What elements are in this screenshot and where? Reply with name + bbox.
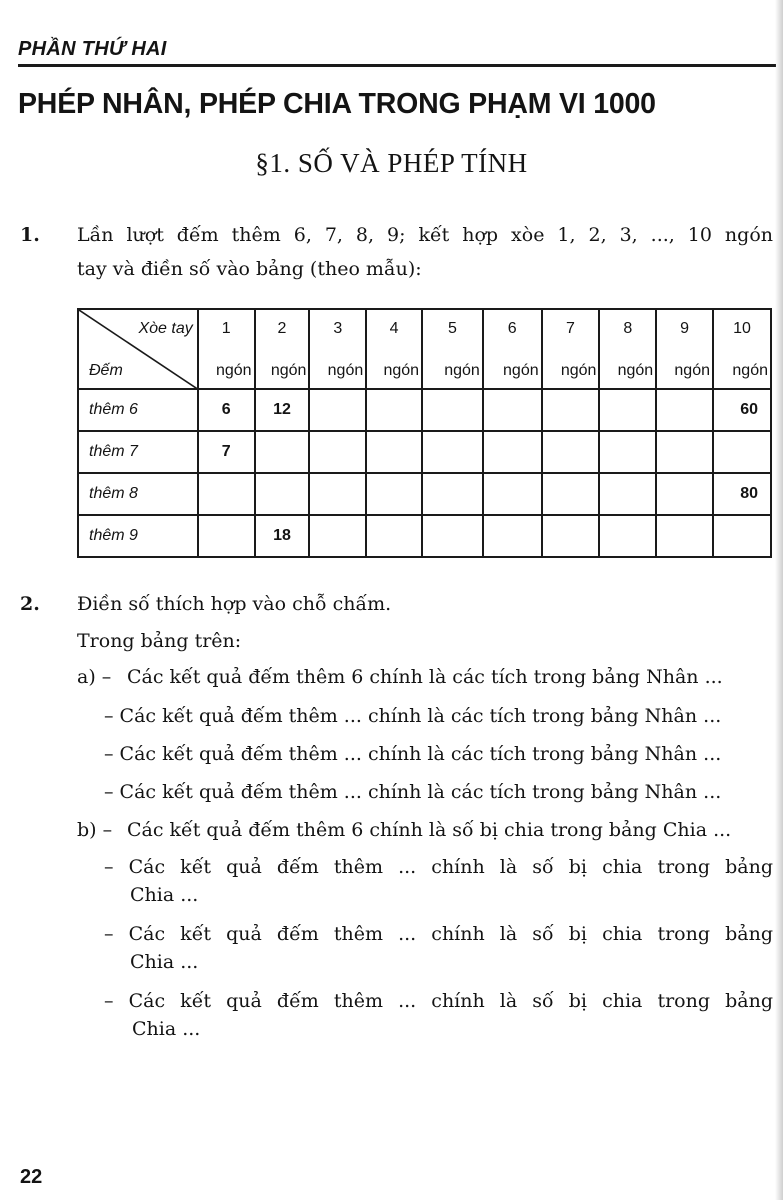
exercise-2-intro: Trong bảng trên: — [77, 630, 242, 652]
column-header — [599, 309, 656, 389]
column-unit: ngón — [560, 362, 597, 379]
exercise-2-number: 2. — [20, 593, 40, 615]
part-a-line: – Các kết quả đếm thêm ... chính là các tích trong bảng Nhân ... — [104, 781, 722, 803]
table-cell[interactable]: 7 — [198, 431, 255, 473]
column-unit: ngón — [327, 362, 364, 379]
table-cell[interactable] — [198, 473, 255, 515]
table-cell[interactable] — [366, 431, 422, 473]
page-number: 22 — [20, 1166, 43, 1188]
part-b-item-line-1: – Các kết quả đếm thêm ... chính là số bị chia trong bảng — [104, 990, 773, 1012]
table-cell[interactable] — [255, 431, 310, 473]
corner-header-cell — [78, 309, 198, 389]
table-cell[interactable] — [309, 515, 366, 557]
table-cell[interactable] — [422, 431, 483, 473]
table-cell[interactable] — [483, 389, 542, 431]
table-cell[interactable] — [713, 431, 771, 473]
table-row — [78, 389, 771, 431]
column-unit: ngón — [503, 362, 539, 379]
lesson-title: §1. SỐ VÀ PHÉP TÍNH — [255, 148, 528, 178]
table-cell[interactable] — [656, 515, 713, 557]
table-cell[interactable] — [309, 431, 366, 473]
table-cell[interactable] — [542, 515, 600, 557]
column-number: 8 — [623, 320, 633, 337]
table-cell[interactable] — [483, 431, 542, 473]
table-cell[interactable] — [599, 431, 656, 473]
column-header — [713, 309, 771, 389]
row-label: thêm 8 — [78, 473, 198, 515]
table-cell[interactable] — [366, 515, 422, 557]
corner-label-top: Xòe tay — [138, 320, 193, 337]
table-cell[interactable] — [422, 515, 483, 557]
exercise-1-line-2: tay và điền số vào bảng (theo mẫu): — [77, 258, 422, 280]
table-cell[interactable] — [422, 473, 483, 515]
part-a-line: Các kết quả đếm thêm 6 chính là các tích trong bảng Nhân ... — [127, 666, 723, 688]
part-b-label: b) – — [77, 819, 113, 841]
row-label: thêm 7 — [78, 431, 198, 473]
counting-table — [77, 308, 772, 558]
column-header — [422, 309, 483, 389]
table-cell[interactable] — [713, 515, 771, 557]
row-label: thêm 9 — [78, 515, 198, 557]
column-header — [255, 309, 310, 389]
part-a-label: a) – — [77, 666, 112, 688]
column-number: 5 — [447, 320, 457, 337]
column-header — [198, 309, 255, 389]
column-unit: ngón — [674, 362, 710, 379]
column-number: 7 — [566, 320, 575, 337]
table-cell[interactable] — [309, 473, 366, 515]
table-cell[interactable] — [255, 473, 310, 515]
row-label: thêm 6 — [78, 389, 198, 431]
corner-label-bottom: Đếm — [89, 362, 123, 379]
table-cell[interactable] — [198, 515, 255, 557]
table-cell[interactable] — [656, 389, 713, 431]
table-header-row — [78, 309, 771, 389]
column-unit: ngón — [270, 362, 307, 379]
table-cell[interactable] — [542, 431, 600, 473]
table-row — [78, 515, 771, 557]
table-cell[interactable]: 12 — [255, 389, 310, 431]
part-b-item-line-2: Chia ... — [130, 884, 199, 906]
column-number: 4 — [389, 320, 399, 337]
page-edge-shadow — [775, 0, 783, 1200]
column-number: 10 — [733, 320, 751, 337]
part-b-item-line-1: – Các kết quả đếm thêm ... chính là số bị chia trong bảng — [104, 856, 773, 878]
column-unit: ngón — [383, 362, 420, 379]
table-cell[interactable] — [483, 473, 542, 515]
part-b-line: Các kết quả đếm thêm 6 chính là số bị chia trong bảng Chia ... — [127, 819, 732, 841]
exercise-1-line-1: Lần lượt đếm thêm 6, 7, 8, 9; kết hợp xòe 1, 2, 3, ..., 10 ngón — [77, 224, 773, 246]
column-header — [656, 309, 713, 389]
table-cell[interactable] — [366, 473, 422, 515]
column-unit: ngón — [444, 362, 480, 379]
part-b-item-line-2: Chia ... — [130, 951, 199, 973]
table-cell[interactable] — [422, 389, 483, 431]
exercise-1-number: 1. — [20, 224, 40, 246]
table-cell[interactable] — [599, 515, 656, 557]
chapter-title: PHÉP NHÂN, PHÉP CHIA TRONG PHẠM VI 1000 — [18, 88, 656, 120]
column-header — [483, 309, 542, 389]
column-unit: ngón — [617, 362, 654, 379]
table-row — [78, 473, 771, 515]
table-cell[interactable]: 80 — [713, 473, 771, 515]
column-unit: ngón — [732, 362, 768, 379]
part-a-line: – Các kết quả đếm thêm ... chính là các tích trong bảng Nhân ... — [104, 705, 722, 727]
column-header — [309, 309, 366, 389]
column-number: 9 — [680, 320, 690, 337]
table-cell[interactable] — [542, 389, 600, 431]
part-b-item-line-1: – Các kết quả đếm thêm ... chính là số bị chia trong bảng — [104, 923, 773, 945]
table-cell[interactable] — [599, 389, 656, 431]
table-cell[interactable] — [309, 389, 366, 431]
part-a-line: – Các kết quả đếm thêm ... chính là các tích trong bảng Nhân ... — [104, 743, 722, 765]
column-number: 3 — [333, 320, 343, 337]
part-b-item-line-2: Chia ... — [132, 1018, 201, 1040]
column-header — [542, 309, 600, 389]
column-header — [366, 309, 422, 389]
table-cell[interactable]: 60 — [713, 389, 771, 431]
table-row — [78, 431, 771, 473]
table-cell[interactable] — [599, 473, 656, 515]
section-label: PHẦN THỨ HAI — [18, 38, 167, 60]
table-cell[interactable]: 18 — [255, 515, 310, 557]
column-number: 6 — [507, 320, 517, 337]
column-unit: ngón — [215, 362, 252, 379]
exercise-2-instruction: Điền số thích hợp vào chỗ chấm. — [77, 593, 392, 615]
table-cell[interactable] — [656, 473, 713, 515]
section-divider — [18, 64, 776, 67]
column-number: 1 — [221, 320, 231, 337]
column-number: 2 — [277, 320, 287, 337]
table-cell[interactable]: 6 — [198, 389, 255, 431]
table-cell[interactable] — [656, 431, 713, 473]
table-cell[interactable] — [483, 515, 542, 557]
table-cell[interactable] — [542, 473, 600, 515]
table-cell[interactable] — [366, 389, 422, 431]
